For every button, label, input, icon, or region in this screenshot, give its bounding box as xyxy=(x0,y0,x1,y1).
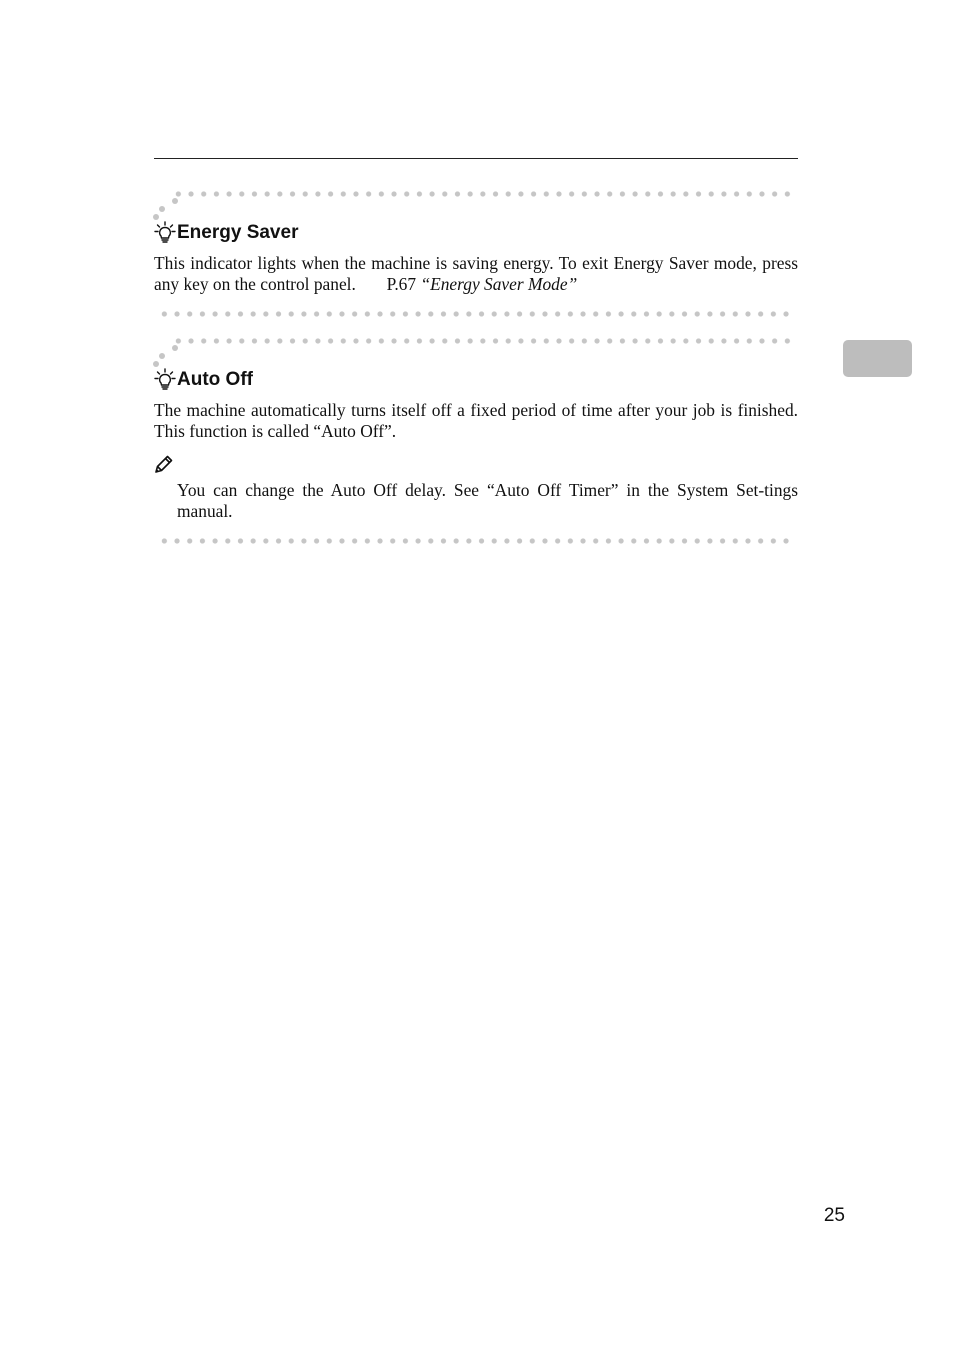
dotted-frame-bottom xyxy=(158,311,794,317)
dotted-frame-dot xyxy=(159,353,165,359)
dotted-frame-dot xyxy=(159,206,165,212)
reference-page: P.67 xyxy=(386,274,417,294)
section-heading-label: Energy Saver xyxy=(177,221,299,243)
body-text: The machine automatically turns itself off a fixed period of time after your job is finished. This function is called “Auto Off”. xyxy=(154,400,798,441)
reference-title: “Energy Saver Mode” xyxy=(420,274,578,294)
section-heading-label: Auto Off xyxy=(177,368,253,390)
dotted-frame-dot xyxy=(153,214,159,220)
dotted-frame-bottom xyxy=(158,538,794,544)
lightbulb-icon xyxy=(154,221,176,243)
body-text: This indicator lights when the machine is saving energy. To exit Energy Saver mode, press any key on the control panel. xyxy=(154,253,798,294)
section-heading-energy-saver xyxy=(154,221,298,243)
lightbulb-icon xyxy=(154,368,176,390)
dotted-frame-top xyxy=(172,191,796,197)
section-heading-auto-off xyxy=(154,368,253,390)
dotted-frame-dot xyxy=(172,198,178,204)
pencil-icon xyxy=(154,454,174,474)
note-text: You can change the Auto Off delay. See “Auto Off Timer” in the System Set-tings manual. xyxy=(177,480,798,521)
dotted-frame-dot xyxy=(153,361,159,367)
header-rule xyxy=(154,158,798,159)
chapter-tab xyxy=(843,340,912,377)
dotted-frame-top xyxy=(172,338,796,344)
section-body-auto-off xyxy=(154,400,798,442)
dotted-frame-dot xyxy=(172,345,178,351)
section-body-energy-saver xyxy=(154,253,798,295)
page-number: 25 xyxy=(823,1205,845,1226)
